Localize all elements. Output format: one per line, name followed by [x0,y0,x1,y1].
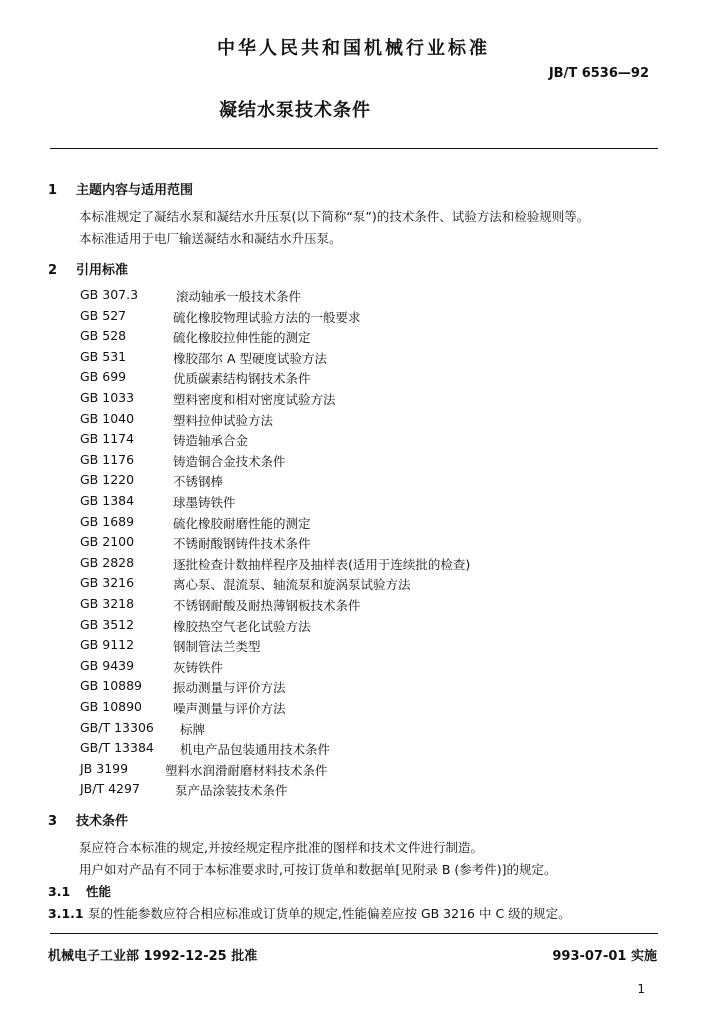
reference-title: 泵产品涂装技术条件 [175,783,288,798]
reference-title: 硫化橡胶物理试验方法的一般要求 [173,310,361,325]
subsection-title: 性能 [86,884,112,899]
section-3-paragraph-1: 泵应符合本标准的规定,并按经规定程序批准的图样和技术文件进行制造。 [79,840,483,855]
reference-code: GB 1040 [80,411,135,426]
section-title: 主题内容与适用范围 [76,183,194,198]
reference-title: 塑料密度和相对密度试验方法 [173,392,336,407]
clause-3-1-1 [48,904,571,922]
section-2-heading [48,259,128,278]
section-number: 1 [48,183,58,198]
reference-code: GB 531 [80,349,127,364]
reference-title: 橡胶热空气老化试验方法 [173,619,311,634]
footer-divider [50,933,658,934]
reference-title: 标牌 [180,722,206,737]
reference-code: GB 9439 [80,658,135,673]
section-1-paragraph-1: 本标准规定了凝结水泵和凝结水升压泵(以下简称“泵”)的技术条件、试验方法和检验规则等。 [79,209,590,224]
reference-title: 噪声测量与评价方法 [173,701,286,716]
clause-text: 泵的性能参数应符合相应标准或订货单的规定,性能偏差应按 GB 3216 中 C 级的规定。 [88,906,571,921]
reference-title: 优质碳素结构钢技术条件 [173,371,311,386]
section-title: 技术条件 [76,814,129,829]
section-1-heading [48,179,193,198]
reference-code: GB 1220 [80,472,135,487]
section-1-paragraph-2: 本标准适用于电厂输送凝结水和凝结水升压泵。 [79,231,342,246]
reference-code: GB 2100 [80,534,135,549]
approval-line: 机械电子工业部 1992-12-25 批准 [48,949,258,964]
reference-code: GB 1033 [80,390,135,405]
section-number: 2 [48,263,58,278]
reference-code: JB 3199 [80,761,129,776]
reference-code: GB/T 13384 [80,740,154,755]
reference-code: GB 10890 [80,699,142,714]
reference-code: GB 2828 [80,555,135,570]
reference-title: 铸造轴承合金 [173,433,249,448]
reference-code: GB/T 13306 [80,720,154,735]
standard-category-title: 中华人民共和国机械行业标准 [217,38,490,59]
section-title: 引用标准 [76,263,129,278]
reference-code: GB 699 [80,369,127,384]
reference-title: 灰铸铁件 [173,660,224,675]
reference-title: 橡胶邵尔 A 型硬度试验方法 [173,351,327,366]
reference-title: 机电产品包装通用技术条件 [180,742,331,757]
reference-title: 球墨铸铁件 [173,495,236,510]
document-title: 凝结水泵技术条件 [219,100,371,121]
reference-title: 离心泵、混流泵、轴流泵和旋涡泵试验方法 [173,577,411,592]
subsection-3-1-heading [48,882,111,900]
reference-code: GB 1174 [80,431,135,446]
reference-code: GB 1176 [80,452,135,467]
effective-date: 993-07-01 实施 [552,949,657,964]
reference-title: 振动测量与评价方法 [173,680,286,695]
reference-code: GB 3512 [80,617,135,632]
reference-title: 不锈钢棒 [173,474,224,489]
reference-title: 塑料水润滑耐磨材料技术条件 [165,763,328,778]
reference-code: GB 528 [80,328,127,343]
reference-code: GB 10889 [80,678,142,693]
reference-code: JB/T 4297 [80,781,140,796]
reference-title: 钢制管法兰类型 [173,639,261,654]
reference-title: 硫化橡胶拉伸性能的测定 [173,330,311,345]
clause-number: 3.1.1 [48,906,84,921]
page-number: 1 [637,982,645,996]
reference-title: 逐批检查计数抽样程序及抽样表(适用于连续批的检查) [173,557,471,572]
reference-title: 滚动轴承一般技术条件 [176,289,302,304]
reference-code: GB 3218 [80,596,135,611]
reference-title: 硫化橡胶耐磨性能的测定 [173,516,311,531]
section-3-paragraph-2: 用户如对产品有不同于本标准要求时,可按订货单和数据单[见附录 B (参考件)]的规定。 [79,862,557,877]
reference-code: GB 527 [80,308,127,323]
standard-code: JB/T 6536—92 [548,66,649,81]
reference-code: GB 307.3 [80,287,139,302]
reference-code: GB 1689 [80,514,135,529]
reference-code: GB 3216 [80,575,135,590]
section-number: 3 [48,814,58,829]
reference-code: GB 1384 [80,493,135,508]
header-divider [50,148,658,149]
section-3-heading [48,810,128,829]
subsection-number: 3.1 [48,884,71,899]
reference-title: 不锈钢耐酸及耐热薄钢板技术条件 [173,598,361,613]
reference-title: 铸造铜合金技术条件 [173,454,286,469]
reference-title: 塑料拉伸试验方法 [173,413,274,428]
reference-title: 不锈耐酸钢铸件技术条件 [173,536,311,551]
reference-code: GB 9112 [80,637,135,652]
